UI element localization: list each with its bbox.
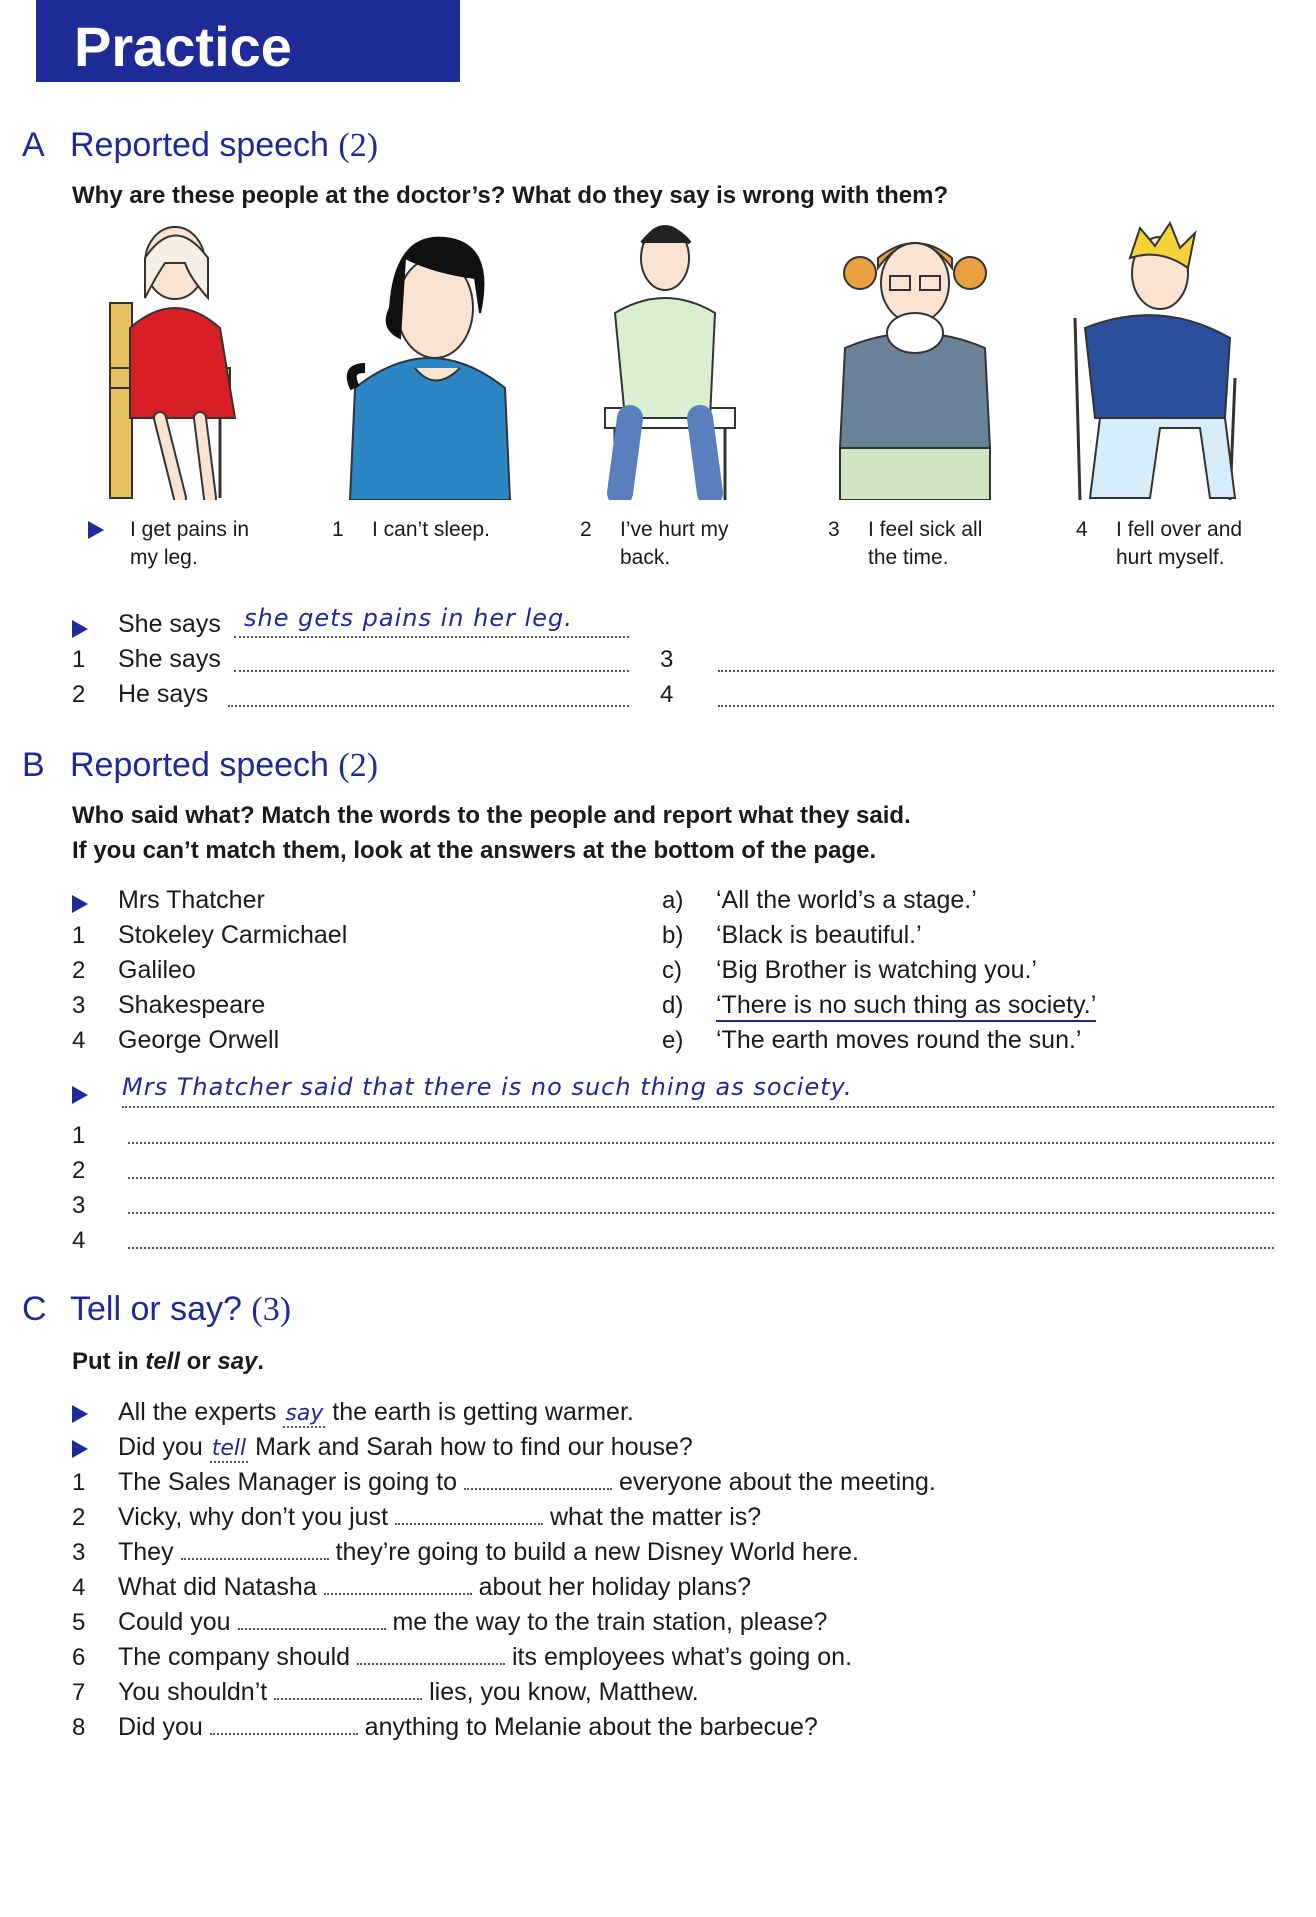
caption-line: I fell over and bbox=[1116, 518, 1243, 541]
sentence-after: the earth is getting warmer. bbox=[332, 1398, 634, 1426]
section-b-instruction-1: Who said what? Match the words to the people and report what they said. bbox=[72, 802, 911, 829]
caption-3 bbox=[828, 516, 983, 572]
sentence-before: Did you bbox=[118, 1433, 203, 1461]
quote-letter: e) bbox=[662, 1027, 684, 1054]
sentence-after: anything to Melanie about the barbecue? bbox=[364, 1713, 818, 1741]
example-arrow-icon bbox=[72, 1405, 88, 1423]
quote-letter: d) bbox=[662, 992, 684, 1019]
gap-sentence bbox=[118, 1503, 761, 1532]
gap-blank[interactable] bbox=[395, 1521, 543, 1525]
quote-letter: c) bbox=[662, 957, 682, 984]
answer-line bbox=[122, 1106, 1274, 1108]
gap-blank[interactable] bbox=[464, 1486, 612, 1490]
woman-feel-sick-illustration bbox=[820, 218, 1010, 500]
sentence-before: What did Natasha bbox=[118, 1573, 317, 1601]
quote-text: ‘The earth moves round the sun.’ bbox=[716, 1026, 1082, 1054]
answer-line[interactable] bbox=[718, 670, 1274, 672]
woman-leg-pain-illustration bbox=[90, 218, 280, 500]
gap-sentence bbox=[118, 1608, 827, 1637]
section-ref: (2) bbox=[338, 127, 379, 164]
answer-line[interactable] bbox=[128, 1177, 1274, 1179]
caption-2 bbox=[580, 516, 729, 572]
section-ref: (2) bbox=[338, 747, 379, 784]
answer-line[interactable] bbox=[228, 705, 629, 707]
gap-blank[interactable] bbox=[357, 1661, 505, 1665]
quote-letter: b) bbox=[662, 922, 684, 949]
sentence-before: Vicky, why don’t you just bbox=[118, 1503, 389, 1531]
sentence-before: The Sales Manager is going to bbox=[118, 1468, 458, 1496]
section-letter: B bbox=[22, 746, 45, 784]
answer-line[interactable] bbox=[234, 670, 629, 672]
sentence-after: me the way to the train station, please? bbox=[392, 1608, 828, 1636]
item-number: 2 bbox=[72, 1157, 86, 1184]
item-number: 4 bbox=[72, 1227, 86, 1254]
practice-banner bbox=[36, 0, 460, 82]
person-name: Galileo bbox=[118, 956, 196, 984]
item-number: 2 bbox=[72, 681, 86, 708]
example-sentence bbox=[118, 1433, 693, 1462]
person-name: Shakespeare bbox=[118, 991, 266, 1019]
section-b-instruction-2: If you can’t match them, look at the answers at the bottom of the page. bbox=[72, 837, 877, 864]
instruction-word: say bbox=[217, 1348, 258, 1375]
item-number: 1 bbox=[72, 646, 86, 673]
example-arrow-icon bbox=[72, 1086, 88, 1104]
item-number: 8 bbox=[72, 1714, 86, 1741]
caption-4 bbox=[1076, 516, 1243, 572]
section-b-heading bbox=[22, 746, 378, 785]
quote-letter: a) bbox=[662, 887, 684, 914]
caption-line: I feel sick all bbox=[868, 518, 983, 541]
gap-sentence bbox=[118, 1713, 818, 1742]
section-title: Tell or say? bbox=[70, 1290, 242, 1328]
item-number: 2 bbox=[72, 957, 86, 984]
example-arrow-icon bbox=[72, 620, 88, 638]
gap-blank[interactable] bbox=[324, 1591, 472, 1595]
section-a-heading bbox=[22, 126, 378, 165]
example-answer: she gets pains in her leg. bbox=[244, 604, 573, 632]
sentence-before: The company should bbox=[118, 1643, 351, 1671]
caption-number: 2 bbox=[580, 518, 592, 541]
caption-1 bbox=[332, 516, 490, 544]
gap-sentence bbox=[118, 1468, 936, 1497]
item-number: 5 bbox=[72, 1609, 86, 1636]
answer-line[interactable] bbox=[128, 1212, 1274, 1214]
sentence-before: All the experts bbox=[118, 1398, 277, 1426]
gap-blank[interactable] bbox=[238, 1626, 386, 1630]
sentence-before: Did you bbox=[118, 1713, 203, 1741]
example-prefix: She says bbox=[118, 610, 221, 638]
item-number: 3 bbox=[72, 992, 86, 1019]
caption-line: hurt myself. bbox=[1116, 546, 1225, 569]
item-prefix: He says bbox=[118, 680, 209, 708]
gap-sentence bbox=[118, 1573, 751, 1602]
gap-sentence bbox=[118, 1643, 852, 1672]
quote-text: ‘Big Brother is watching you.’ bbox=[716, 956, 1037, 984]
caption-line: I can’t sleep. bbox=[372, 518, 490, 541]
example-arrow-icon bbox=[72, 895, 88, 913]
example-arrow-icon bbox=[72, 1440, 88, 1458]
instruction-text: Put in bbox=[72, 1348, 146, 1375]
girl-cant-sleep-illustration bbox=[335, 218, 525, 500]
caption-number: 1 bbox=[332, 518, 344, 541]
caption-number: 4 bbox=[1076, 518, 1088, 541]
item-prefix: She says bbox=[118, 645, 221, 673]
sentence-after: lies, you know, Matthew. bbox=[429, 1678, 699, 1706]
caption-line: I get pains in bbox=[130, 518, 250, 541]
man-hurt-back-illustration bbox=[570, 218, 760, 500]
quote-text: ‘Black is beautiful.’ bbox=[716, 921, 922, 949]
answer-line[interactable] bbox=[718, 705, 1274, 707]
section-a-instruction: Why are these people at the doctor’s? What do they say is wrong with them? bbox=[72, 182, 949, 209]
answer-line bbox=[234, 636, 629, 638]
caption-line: the time. bbox=[868, 546, 949, 569]
item-number: 3 bbox=[660, 646, 674, 673]
person-name: George Orwell bbox=[118, 1026, 280, 1054]
section-letter: C bbox=[22, 1290, 47, 1328]
caption-line: my leg. bbox=[130, 546, 198, 569]
person-name: Mrs Thatcher bbox=[118, 886, 265, 914]
example-answer: Mrs Thatcher said that there is no such thing as society. bbox=[122, 1073, 853, 1101]
quote-text-matched: ‘There is no such thing as society.’ bbox=[716, 991, 1096, 1022]
gap-blank[interactable] bbox=[181, 1556, 329, 1560]
sentence-after: about her holiday plans? bbox=[478, 1573, 752, 1601]
man-fell-over-illustration bbox=[1060, 218, 1250, 500]
quote-text: ‘All the world’s a stage.’ bbox=[716, 886, 977, 914]
answer-line[interactable] bbox=[128, 1247, 1274, 1249]
example-arrow-icon bbox=[88, 521, 104, 539]
section-c-heading bbox=[22, 1290, 291, 1329]
sentence-after: they’re going to build a new Disney World here. bbox=[335, 1538, 859, 1566]
example-answer: say bbox=[285, 1401, 324, 1426]
item-number: 1 bbox=[72, 1122, 86, 1149]
item-number: 6 bbox=[72, 1644, 86, 1671]
sentence-before: You shouldn’t bbox=[118, 1678, 268, 1706]
example-answer: tell bbox=[211, 1436, 247, 1461]
section-ref: (3) bbox=[251, 1291, 292, 1328]
sentence-after: everyone about the meeting. bbox=[619, 1468, 936, 1496]
item-number: 1 bbox=[72, 1469, 86, 1496]
item-number: 4 bbox=[72, 1027, 86, 1054]
sentence-before: They bbox=[118, 1538, 174, 1566]
item-number: 4 bbox=[72, 1574, 86, 1601]
item-number: 3 bbox=[72, 1192, 86, 1219]
sentence-before: Could you bbox=[118, 1608, 231, 1636]
caption-number: 3 bbox=[828, 518, 840, 541]
section-title: Reported speech bbox=[70, 746, 329, 784]
answer-line[interactable] bbox=[128, 1142, 1274, 1144]
banner-title: Practice bbox=[74, 15, 292, 78]
section-title: Reported speech bbox=[70, 126, 329, 164]
caption-line: I’ve hurt my bbox=[620, 518, 729, 541]
caption-line: back. bbox=[620, 546, 671, 569]
gap-sentence bbox=[118, 1678, 699, 1707]
sentence-after: its employees what’s going on. bbox=[512, 1643, 853, 1671]
sentence-after: Mark and Sarah how to find our house? bbox=[255, 1433, 693, 1461]
instruction-word: tell bbox=[145, 1348, 181, 1375]
instruction-text: . bbox=[257, 1348, 265, 1375]
sentence-after: what the matter is? bbox=[549, 1503, 762, 1531]
item-number: 7 bbox=[72, 1679, 86, 1706]
item-number: 2 bbox=[72, 1504, 86, 1531]
person-name: Stokeley Carmichael bbox=[118, 921, 348, 949]
item-number: 3 bbox=[72, 1539, 86, 1566]
section-letter: A bbox=[22, 126, 45, 164]
section-c-instruction bbox=[72, 1348, 264, 1376]
item-number: 4 bbox=[660, 681, 674, 708]
gap-sentence bbox=[118, 1538, 859, 1567]
example-sentence bbox=[118, 1398, 634, 1427]
gap-blank[interactable] bbox=[210, 1731, 358, 1735]
item-number: 1 bbox=[72, 922, 86, 949]
gap-blank[interactable] bbox=[274, 1696, 422, 1700]
instruction-text: or bbox=[180, 1348, 218, 1375]
